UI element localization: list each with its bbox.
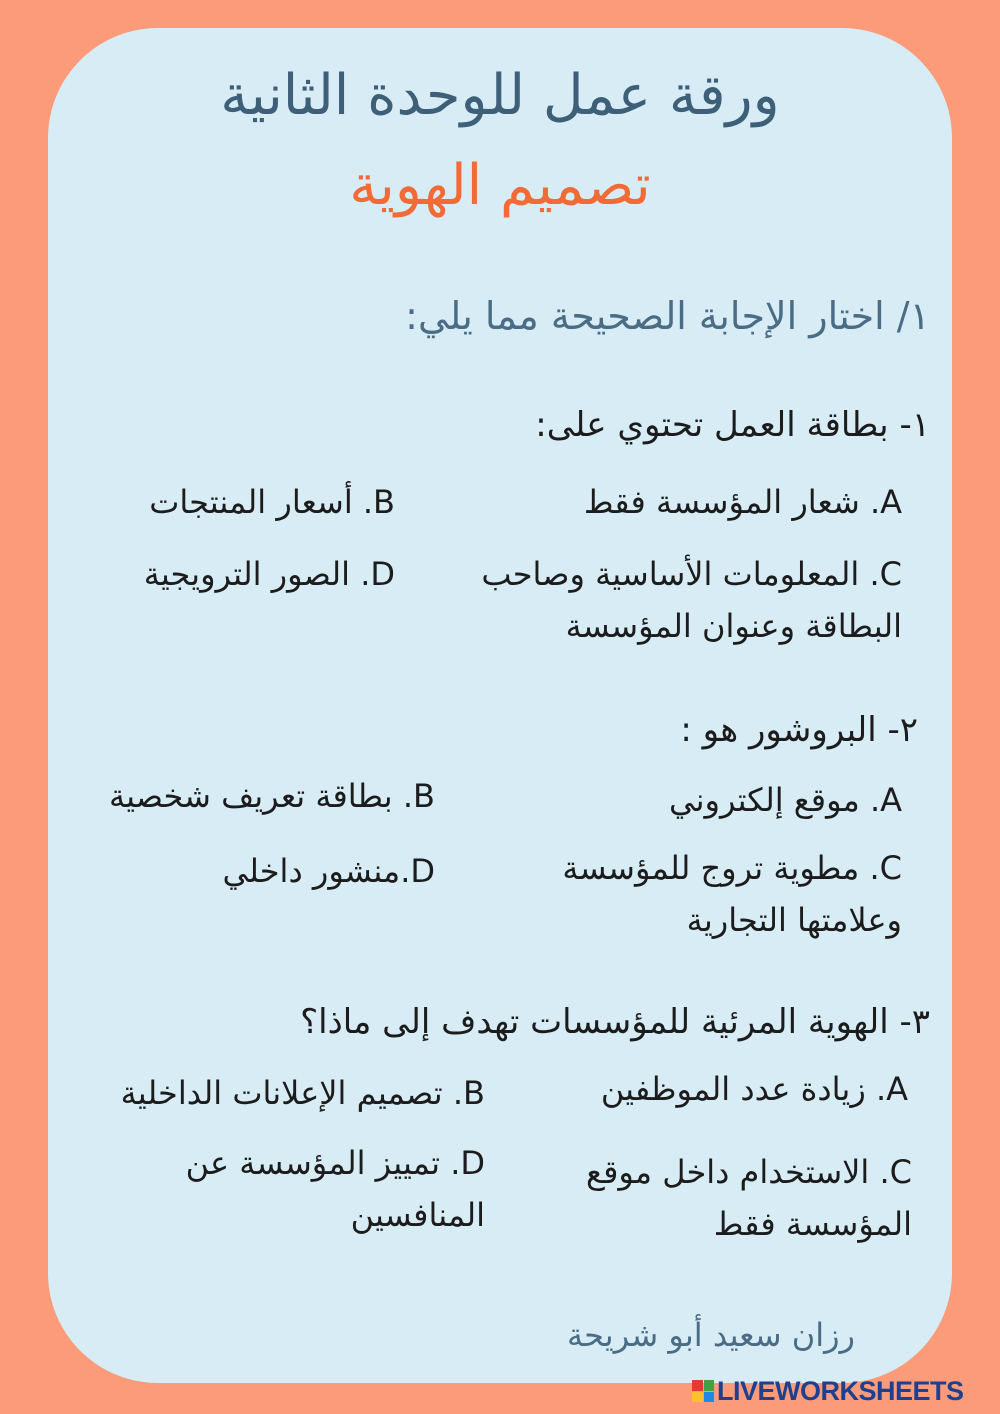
question-2-text: ٢- البروشور هو : (680, 710, 918, 750)
q3-option-a[interactable] (601, 1063, 908, 1115)
page-title: ورقة عمل للوحدة الثانية (220, 63, 780, 128)
option-letter: C (879, 555, 902, 593)
option-text: .منشور داخلي (222, 852, 411, 890)
logo-square (692, 1392, 703, 1403)
logo-square (704, 1392, 715, 1403)
option-letter: D (410, 852, 435, 890)
option-text: . تمييز المؤسسة عن المنافسين (185, 1144, 485, 1234)
option-letter: D (370, 555, 395, 593)
logo-square (704, 1380, 715, 1391)
q2-option-c[interactable] (532, 842, 902, 946)
option-letter: B (413, 777, 435, 815)
option-letter: A (880, 483, 902, 521)
logo-square (692, 1380, 703, 1391)
q1-option-a[interactable] (584, 476, 902, 528)
question-3-text: ٣- الهوية المرئية للمؤسسات تهدف إلى ماذا؟ (300, 1002, 930, 1042)
option-letter: D (460, 1144, 485, 1182)
instruction-text: ١/ اختار الإجابة الصحيحة مما يلي: (405, 294, 930, 338)
option-text: . شعار المؤسسة فقط (583, 483, 881, 521)
option-text: . موقع إلكتروني (668, 781, 881, 819)
page-subtitle: تصميم الهوية (349, 153, 651, 218)
liveworksheets-brand[interactable] (692, 1376, 964, 1406)
option-text: . زيادة عدد الموظفين (600, 1070, 887, 1108)
option-text: . الاستخدام داخل موقع المؤسسة فقط (586, 1153, 912, 1243)
option-letter: C (889, 1153, 912, 1191)
liveworksheets-logo-icon (692, 1380, 714, 1402)
option-text: . مطوية تروج للمؤسسة وعلامتها التجارية (562, 849, 902, 939)
q2-option-b[interactable] (109, 770, 435, 822)
option-letter: C (879, 849, 902, 887)
q2-option-a[interactable] (669, 774, 902, 826)
option-letter: A (880, 781, 902, 819)
q3-option-c[interactable] (542, 1146, 912, 1250)
author-name: رزان سعيد أبو شريحة (566, 1316, 855, 1354)
option-text: . المعلومات الأساسية وصاحب البطاقة وعنوان المؤسسة (481, 555, 902, 645)
q2-option-d[interactable] (223, 845, 436, 897)
option-letter: A (886, 1070, 908, 1108)
q3-option-b[interactable] (121, 1067, 485, 1119)
question-1-text: ١- بطاقة العمل تحتوي على: (535, 405, 930, 445)
q3-option-d[interactable] (155, 1137, 485, 1241)
option-text: . الصور الترويجية (143, 555, 371, 593)
option-letter: B (463, 1074, 485, 1112)
q1-option-d[interactable] (144, 548, 395, 600)
option-text: . تصميم الإعلانات الداخلية (120, 1074, 464, 1112)
option-text: . أسعار المنتجات (149, 483, 374, 521)
option-text: . بطاقة تعريف شخصية (108, 777, 414, 815)
q1-option-c[interactable] (422, 548, 902, 652)
option-letter: B (373, 483, 395, 521)
brand-name: LIVEWORKSHEETS (717, 1375, 964, 1406)
q1-option-b[interactable] (149, 476, 395, 528)
